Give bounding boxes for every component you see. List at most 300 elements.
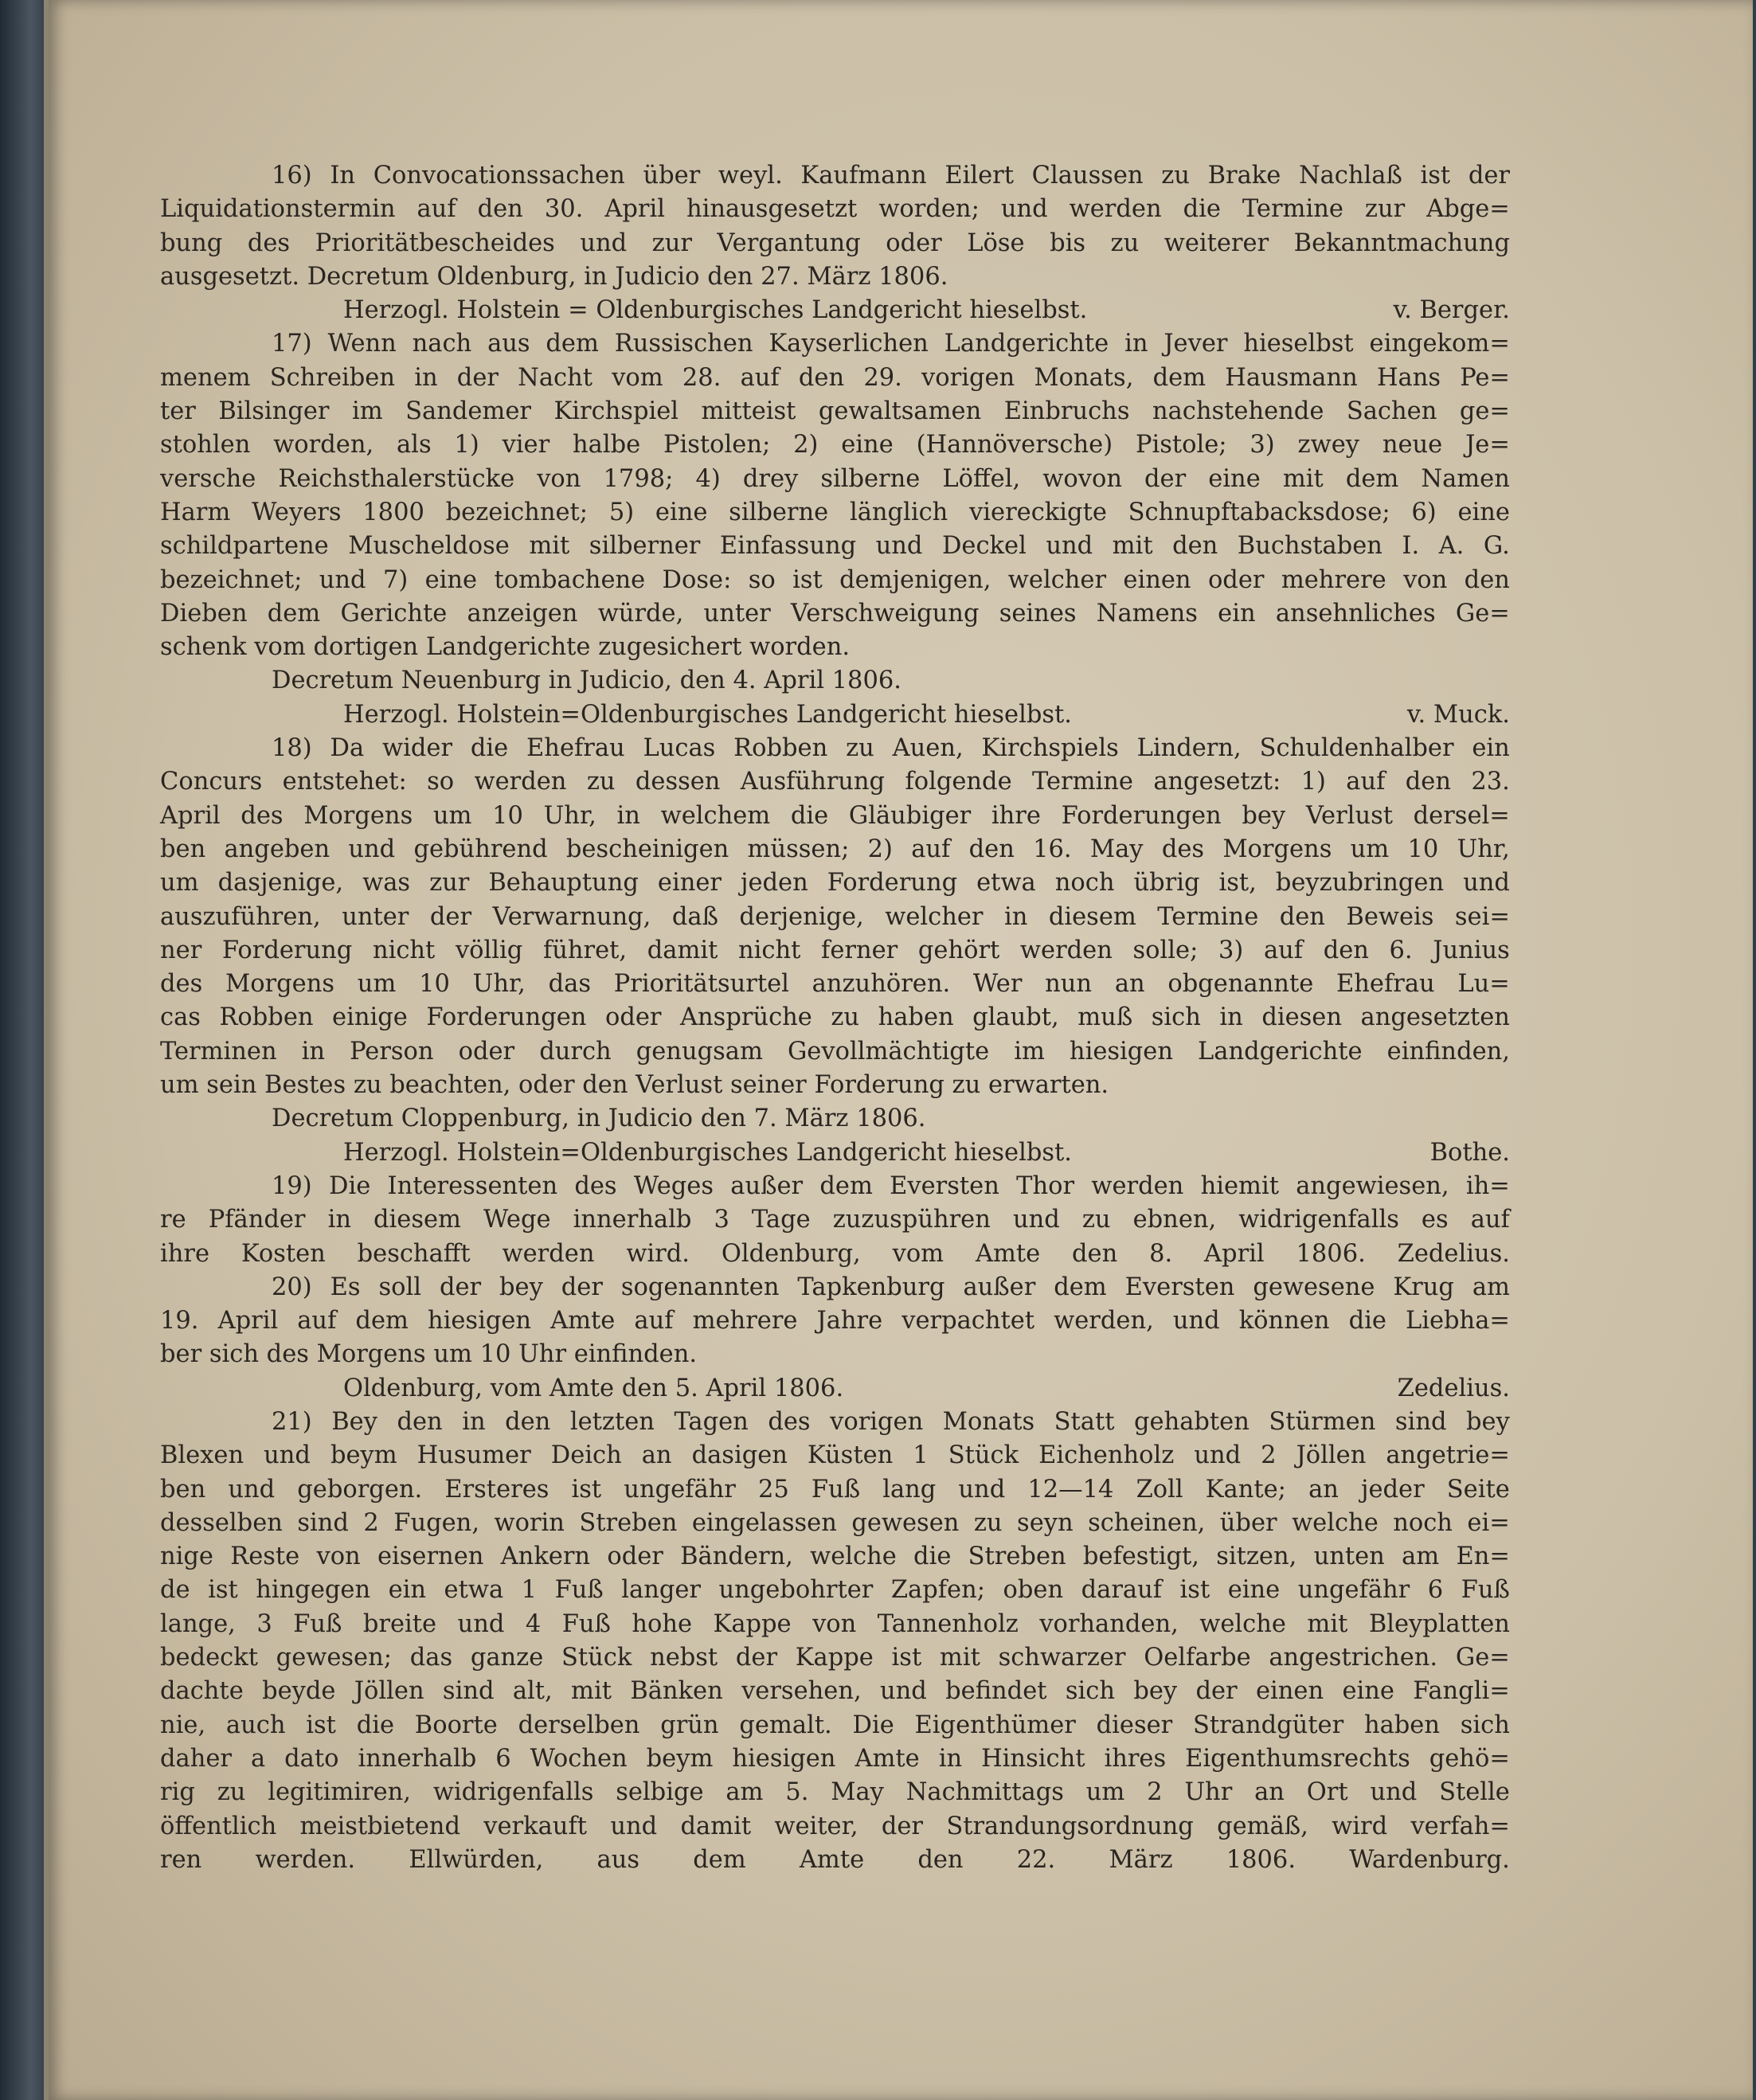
word: bey (499, 1273, 543, 1301)
word: Thor (1016, 1171, 1075, 1200)
word: hinausgesetzt (686, 195, 858, 224)
word: Bekanntmachung (1293, 229, 1510, 257)
word: Hinsicht (981, 1744, 1085, 1773)
word: mit (1282, 464, 1324, 493)
word: werden (1091, 1171, 1184, 1200)
word: Liquidationstermin (160, 195, 396, 224)
word: Wege (483, 1206, 551, 1234)
word: obgenannte (1167, 970, 1314, 999)
word: Junius (1433, 936, 1510, 964)
text-line (160, 1473, 1510, 1507)
word: dachte (160, 1677, 244, 1706)
word: Ersteres (444, 1475, 549, 1504)
word: angesetzten (1360, 1003, 1510, 1032)
word: dasigen (691, 1441, 788, 1470)
word: lange, (160, 1609, 236, 1638)
word: eine (424, 565, 478, 594)
word: Beweis (1346, 902, 1434, 931)
word: 29. (863, 363, 902, 392)
word: Wardenburg. (1349, 1845, 1510, 1874)
word: wider (382, 734, 453, 763)
word: in (938, 1744, 963, 1773)
word: angetrie= (1386, 1441, 1510, 1470)
word: ein (1218, 599, 1256, 628)
word: beschafft (357, 1239, 471, 1268)
word: Streben (968, 1543, 1066, 1571)
word: länglich (849, 498, 948, 526)
word: dem (1152, 363, 1207, 392)
word: Dose: (662, 565, 732, 594)
word: 5) (608, 498, 635, 526)
word: zu (846, 734, 874, 763)
word: eine (841, 431, 894, 459)
text-line (160, 1507, 1510, 1540)
word: um (1085, 1778, 1125, 1807)
word: dem (1345, 464, 1399, 493)
word: 2 (363, 1508, 379, 1537)
word: Kayserlichen (768, 330, 929, 358)
word: versche (160, 464, 256, 493)
word: a (250, 1744, 266, 1773)
word: Convocationssachen (373, 162, 625, 190)
word: 6. (1389, 936, 1413, 964)
word: weiterer (1163, 229, 1269, 257)
text-line: um sein Bestes zu beachten, oder den Verlust seiner Forderung zu erwarten. (160, 1071, 1109, 1100)
word: Verschweigung (790, 599, 980, 628)
word: und (875, 532, 923, 561)
word: Fuß (1461, 1576, 1510, 1605)
word: Ausführung (740, 768, 886, 796)
word: sich (1065, 1677, 1115, 1706)
text-line (160, 1406, 1510, 1439)
word: versehen, (741, 1677, 862, 1706)
word: und (1000, 195, 1048, 224)
word: verkauft (483, 1812, 587, 1840)
word: Eigenthumsrechts (1185, 1744, 1410, 1773)
word: ist (891, 1644, 922, 1672)
word: diesem (373, 1206, 461, 1234)
word: daß (671, 902, 718, 931)
word: 1798; (603, 464, 674, 493)
word: Harm (160, 498, 231, 526)
word: Sandemer (405, 397, 531, 426)
word: als (397, 431, 432, 459)
word: zu (1081, 1206, 1111, 1234)
word: Fuß (293, 1609, 342, 1638)
word: Es (330, 1273, 361, 1301)
word: die (1183, 195, 1221, 224)
word: Eversten (1124, 1273, 1235, 1301)
word: Forderungen (426, 1003, 587, 1032)
word: auf (417, 195, 456, 224)
word: 17) (272, 330, 312, 358)
word: 28. (682, 363, 722, 392)
word: ferner (821, 936, 898, 964)
word: Uhr (1184, 1778, 1233, 1807)
word: Terminen (160, 1037, 277, 1066)
word: Boorte (414, 1711, 498, 1739)
word: desselben (160, 1508, 283, 1537)
word: mitteist (701, 397, 796, 426)
word: befestigt, (1082, 1543, 1199, 1571)
word: und (1370, 1778, 1418, 1807)
word: Uhr, (472, 970, 526, 999)
word: in (414, 363, 438, 392)
word: des (1161, 835, 1205, 863)
word: einer (657, 869, 722, 897)
word: Zoll (1136, 1475, 1183, 1504)
word: vorhanden, (1039, 1609, 1179, 1638)
word: lang (882, 1475, 937, 1504)
word: 1) (454, 431, 479, 459)
word: hiemit (1200, 1171, 1279, 1200)
word: nige (160, 1543, 213, 1571)
word: Forderungen (1061, 801, 1222, 830)
word: den (1072, 1239, 1118, 1268)
text-line (160, 1742, 1510, 1776)
signature-court: Oldenburg, vom Amte den 5. April 1806. (343, 1374, 844, 1402)
word: Uhr, (543, 801, 596, 830)
word: welcher (1007, 565, 1107, 594)
text-line (160, 1001, 1510, 1034)
signature-line (160, 294, 1510, 327)
word: mit (939, 1644, 980, 1672)
word: bung (160, 229, 223, 257)
word: ist (306, 1711, 336, 1739)
word: nach (412, 330, 472, 358)
word: Lindern, (1136, 734, 1242, 763)
word: noch (1393, 1508, 1453, 1537)
word: April (160, 801, 221, 830)
word: angeben (224, 835, 330, 863)
text-line (160, 597, 1510, 631)
word: eine (655, 498, 708, 526)
word: angesetzt: (1153, 768, 1281, 796)
word: Liebha= (1405, 1307, 1510, 1335)
word: 10 (1407, 835, 1439, 863)
word: vom (612, 363, 663, 392)
word: in (1003, 902, 1028, 931)
word: hohe (632, 1609, 693, 1638)
word: Gevollmächtigte (787, 1037, 990, 1066)
word: nebst (650, 1644, 718, 1672)
word: und (1172, 1307, 1220, 1335)
word: Gläubiger (848, 801, 972, 830)
word: Tage (751, 1206, 811, 1234)
word: bey (1466, 1407, 1510, 1436)
word: den (798, 363, 845, 392)
word: dieser (1096, 1711, 1173, 1739)
word: 1806. (1296, 1239, 1366, 1268)
word: grün (660, 1711, 719, 1739)
word: 2) (867, 835, 893, 863)
word: befindet (945, 1677, 1047, 1706)
word: oder (607, 1543, 663, 1571)
signature-line (160, 1372, 1510, 1406)
signature-name: v. Muck. (1406, 700, 1510, 729)
text-line (160, 1170, 1510, 1203)
word: oder (886, 229, 942, 257)
text-line (160, 1574, 1510, 1607)
word: G. (1483, 532, 1510, 561)
word: um (1350, 835, 1390, 863)
word: 6) (1411, 498, 1437, 526)
word: oder (604, 1003, 662, 1032)
word: auf (634, 1307, 674, 1335)
word: Pfänder (208, 1206, 306, 1234)
word: am (725, 1778, 764, 1807)
word: hieselbst (1243, 330, 1354, 358)
word: in (327, 1206, 351, 1234)
word: legitimiren, (268, 1778, 411, 1807)
word: Ellwürden, (409, 1845, 544, 1874)
word: ren (160, 1845, 202, 1874)
word: und (1194, 1441, 1242, 1470)
word: anzeigen (467, 599, 578, 628)
word: das (409, 1644, 453, 1672)
text-line: Decretum Neuenburg in Judicio, den 4. April 1806. (272, 667, 901, 695)
word: In (330, 162, 356, 190)
word: auf (1470, 1206, 1510, 1234)
word: Küsten (807, 1441, 894, 1470)
word: dem (546, 330, 599, 358)
word: Dieben (160, 599, 248, 628)
word: Person (350, 1037, 434, 1066)
word: Bändern, (680, 1543, 793, 1571)
word: Zedelius. (1397, 1239, 1510, 1268)
word: dessen (635, 768, 721, 796)
word: März (1109, 1845, 1173, 1874)
word: durch (539, 1037, 612, 1066)
word: Fuß (561, 1609, 611, 1638)
word: Forderung (827, 869, 958, 897)
word: verfah= (1410, 1812, 1510, 1840)
word: vorigen (921, 363, 1015, 392)
word: ist (571, 1475, 602, 1504)
word: April (1204, 1239, 1265, 1268)
word: unter (342, 902, 409, 931)
word: worden, (273, 431, 374, 459)
word: unten (1313, 1543, 1385, 1571)
word: May (1089, 835, 1144, 863)
text-line (160, 968, 1510, 1001)
word: Reichsthalerstücke (278, 464, 515, 493)
word: beyde (262, 1677, 336, 1706)
word: des (768, 1407, 811, 1436)
word: Ge= (1455, 599, 1510, 628)
text-line (160, 765, 1510, 799)
text-line (160, 1844, 1510, 1877)
word: mehrere (692, 1307, 798, 1335)
word: innerhalb (358, 1744, 477, 1773)
word: Muscheldose (348, 532, 510, 561)
word: 8. (1149, 1239, 1173, 1268)
signature-line (160, 1136, 1510, 1170)
word: Behauptung (488, 869, 639, 897)
text-line (160, 1238, 1510, 1271)
word: dem (819, 1171, 873, 1200)
word: Verwarnung, (492, 902, 651, 931)
word: am (1402, 1543, 1440, 1571)
word: werden, (1054, 1307, 1154, 1335)
word: sind (1394, 1407, 1447, 1436)
word: tombachene (494, 565, 646, 594)
word: Uhr, (1457, 835, 1510, 863)
text-line (160, 1304, 1510, 1338)
word: Fangli= (1413, 1677, 1510, 1706)
word: einfinden, (1386, 1037, 1510, 1066)
word: hiesigen (732, 1744, 836, 1773)
word: von (812, 1609, 857, 1638)
word: gewesene (1253, 1273, 1375, 1301)
word: den (1405, 768, 1451, 796)
word: den (1464, 565, 1510, 594)
word: 20) (272, 1273, 312, 1301)
word: und (1046, 532, 1093, 561)
word: anzuhören. (812, 970, 951, 999)
word: Fuß (554, 1576, 604, 1605)
word: A. (1438, 532, 1465, 561)
word: so (748, 565, 776, 594)
word: 6 (1427, 1576, 1444, 1605)
word: 3) (1218, 936, 1244, 964)
word: genugsam (636, 1037, 763, 1066)
word: Robben (219, 1003, 314, 1032)
word: hiesigen (427, 1307, 532, 1335)
word: ungefähr (624, 1475, 736, 1504)
word: das (548, 970, 591, 999)
word: können (1238, 1307, 1330, 1335)
signature-name: Bothe. (1429, 1138, 1510, 1167)
word: werden (1019, 936, 1113, 964)
word: 1 (521, 1576, 538, 1605)
text-line (160, 833, 1510, 866)
word: im (351, 397, 383, 426)
word: und (879, 1677, 927, 1706)
word: oben (1003, 1576, 1064, 1605)
word: des (574, 1171, 617, 1200)
word: Bänken (630, 1677, 723, 1706)
word: 4) (695, 464, 721, 493)
word: silberne (820, 464, 921, 493)
word: zu (217, 1778, 246, 1807)
word: Jöllen (1296, 1441, 1367, 1470)
word: einen (1123, 565, 1191, 594)
word: außer (730, 1171, 804, 1200)
word: die (913, 1543, 952, 1571)
word: werden (474, 768, 567, 796)
word: vier (502, 431, 550, 459)
word: Amte (550, 1307, 616, 1335)
word: zu (973, 1508, 1003, 1537)
word: eine (1208, 464, 1261, 493)
word: über (1219, 1508, 1277, 1537)
word: den (1172, 532, 1218, 561)
word: Bey (331, 1407, 377, 1436)
word: der (439, 1273, 482, 1301)
word: Robben (733, 734, 828, 763)
text-line (160, 1439, 1510, 1472)
word: Eversten (890, 1171, 999, 1200)
word: hingegen (256, 1576, 371, 1605)
text-line (160, 530, 1510, 563)
word: Ansprüche (680, 1003, 812, 1032)
word: dem (1054, 1273, 1107, 1301)
word: die (470, 734, 509, 763)
word: 19. (160, 1307, 199, 1335)
word: 30. (544, 195, 584, 224)
word: um (357, 970, 397, 999)
signature-name: v. Berger. (1393, 296, 1510, 325)
word: 2 (1147, 1778, 1163, 1807)
word: ein (388, 1576, 427, 1605)
word: den (477, 195, 523, 224)
word: von (316, 1543, 361, 1571)
word: sind (442, 1677, 495, 1706)
word: zu (1110, 229, 1140, 257)
text-line (160, 193, 1510, 226)
word: derjenige, (739, 902, 864, 931)
word: solle; (1132, 936, 1199, 964)
word: übrig (1133, 869, 1200, 897)
word: bezeichnet; (445, 498, 589, 526)
word: Husumer (417, 1441, 531, 1470)
word: worin (494, 1508, 565, 1537)
word: Nachlaß (1298, 162, 1402, 190)
word: 3 (714, 1206, 729, 1234)
word: worden; (878, 195, 980, 224)
word: Stück (561, 1644, 632, 1672)
word: Weges (633, 1171, 714, 1200)
word: eingelassen (691, 1508, 837, 1537)
word: Wochen (530, 1744, 628, 1773)
word: Ehefrau (1336, 970, 1435, 999)
word: nicht (372, 936, 436, 964)
word: Weyers (252, 498, 342, 526)
word: 5. (785, 1778, 809, 1807)
word: verpachtet (901, 1307, 1035, 1335)
word: ungefähr (1297, 1576, 1410, 1605)
word: zu (586, 768, 616, 796)
word: stohlen (160, 431, 251, 459)
word: Streben (579, 1508, 678, 1537)
word: an (1308, 1475, 1339, 1504)
word: Brake (1207, 162, 1281, 190)
word: 2) (793, 431, 819, 459)
word: Schuldenhalber (1259, 734, 1454, 763)
word: Lucas (643, 734, 716, 763)
word: welcher (885, 902, 984, 931)
word: ungebohrter (718, 1576, 874, 1605)
text-line (160, 463, 1510, 496)
word: Ankern (500, 1543, 591, 1571)
word: die (1348, 1307, 1386, 1335)
word: die (356, 1711, 395, 1739)
word: Stück (948, 1441, 1019, 1470)
word: zu (831, 1003, 860, 1032)
text-line (160, 1810, 1510, 1844)
word: an (1254, 1778, 1285, 1807)
word: Lu= (1457, 970, 1510, 999)
word: ihre (991, 801, 1041, 830)
signature-court: Herzogl. Holstein=Oldenburgisches Landgericht hieselbst. (343, 1138, 1072, 1167)
word: sogenannten (620, 1273, 780, 1301)
word: dato (284, 1744, 339, 1773)
word: eine (1457, 498, 1510, 526)
word: ist (208, 1576, 238, 1605)
word: welche (1199, 1609, 1286, 1638)
word: gewesen; (276, 1644, 393, 1672)
